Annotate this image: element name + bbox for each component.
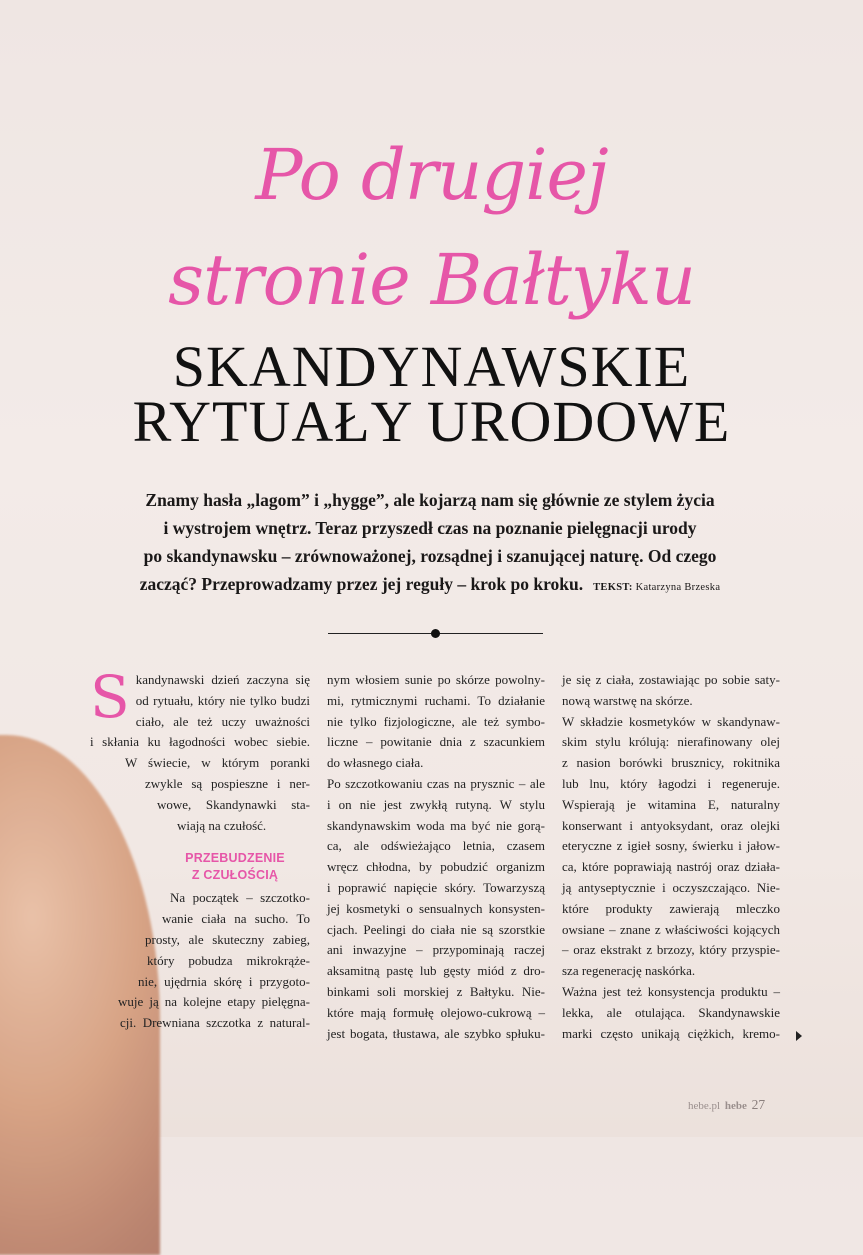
subhead-line-2: Z CZUŁOŚCIĄ: [191, 868, 279, 883]
text-line: prosty, ale skuteczny zabieg,: [145, 931, 310, 947]
text-line: nie, ujędrnia skórę i przygoto-: [138, 973, 310, 989]
text-line: które produkty zawierają mleczko: [562, 900, 780, 916]
text-line: skim stylu królują: nierafinowany olej: [562, 734, 780, 750]
text-line: do własnego ciała.: [327, 755, 424, 771]
text-line: owsiane – znane z właściwości kojących: [562, 921, 780, 937]
text-line: aksamitną pastę lub gęsty miód z dro-: [327, 963, 545, 979]
article-column-2: [327, 670, 545, 1044]
text-line: konserwant i antyoksydant, oraz olejki: [562, 817, 780, 833]
text-line: jej kosmetyki o sensualnych konsysten-: [327, 900, 545, 916]
lead-paragraph: [90, 486, 770, 602]
lead-line: [90, 570, 770, 602]
article-column-1: [90, 663, 310, 1034]
text-line: Ważna jest też konsystencja produktu –: [562, 983, 780, 999]
subhead: [160, 850, 310, 884]
text-line: jest bogata, tłustawa, ale szybko spłuku-: [327, 1025, 545, 1041]
title-script-line-1: Po drugiej: [255, 134, 608, 216]
author-name: Katarzyna Brzeska: [635, 582, 721, 593]
text-line: wowe, Skandynawki sta-: [157, 796, 310, 812]
lead-line: i wystrojem wnętrz. Teraz przyszedł czas na poznanie pielęgnacji urody: [163, 518, 697, 538]
text-line: wręcz chłodna, by pobudzić organizm: [327, 859, 545, 875]
brand-name: hebe: [724, 1100, 747, 1112]
drop-cap: S: [90, 663, 130, 731]
text-line: i poprawić napięcie skóry. Towarzyszą: [327, 879, 545, 895]
text-line: kandynawski dzień zaczyna się: [135, 672, 310, 687]
continue-arrow-icon: [796, 1031, 802, 1041]
text-line: W składzie kosmetyków w skandynaw-: [562, 713, 780, 729]
text-line: eteryczne z igieł sosny, świerku i jałow-: [562, 838, 780, 854]
divider-dot: [431, 629, 440, 638]
text-line: cji. Drewniana szczotka z natural-: [120, 1015, 310, 1031]
lead-line: Znamy hasła „lagom” i „hygge”, ale kojarzą nam się głównie ze stylem życia: [145, 490, 715, 510]
text-line: cjach. Peelingi do ciała nie są szorstkie: [327, 921, 545, 937]
text-line: je się z ciała, zostawiając po sobie saty-: [562, 672, 780, 687]
text-line: Wspierają je witamina E, naturalny: [562, 796, 780, 812]
text-line: nową warstwę na skórze.: [562, 692, 693, 708]
text-line: skandynawskim woda ma być nie gorą-: [327, 817, 545, 833]
page-number: 27: [751, 1097, 766, 1112]
text-line: z nasion borówki brusznicy, rokitnika: [562, 755, 780, 771]
author-label: TEKST:: [593, 582, 633, 593]
page-footer: [688, 1097, 765, 1113]
article-column-3: [562, 670, 780, 1044]
text-line: nie tylko fizjologiczne, ale też symbo-: [327, 713, 545, 729]
text-line: ją antyseptycznie i oczyszczająco. Nie-: [562, 879, 780, 895]
text-line: ciało, ale też uczy uważności: [135, 713, 310, 729]
text-line: które mają formułę olejowo-cukrową –: [327, 1004, 545, 1020]
text-line: sza regenerację naskórka.: [562, 963, 696, 979]
text-line: binkami soli morskiej z Bałtyku. Nie-: [327, 983, 545, 999]
text-line: Na początek – szczotko-: [170, 890, 310, 906]
text-line: wiają na czułość.: [177, 817, 267, 833]
text-line: Po szczotkowaniu czas na prysznic – ale: [327, 775, 545, 791]
text-line: lub lnu, który łagodzi i regeneruje.: [562, 775, 780, 791]
lead-line: po skandynawsku – zrównoważonej, rozsądnej i szanującej naturę. Od czego: [143, 546, 717, 566]
text-line: lekka, ale otulająca. Skandynawskie: [562, 1004, 780, 1020]
title-caps-line-2: RYTUAŁY URODOWE: [132, 389, 731, 454]
subhead-line-1: PRZEBUDZENIE: [185, 851, 285, 866]
text-line: W świecie, w którym poranki: [125, 755, 310, 771]
lead-line-text: zacząć? Przeprowadzamy przez jej reguły – krok po kroku.: [139, 574, 584, 594]
text-line: – oraz ekstrakt z brzozy, który przyspie-: [562, 942, 780, 958]
title-caps-line-1: SKANDYNAWSKIE: [172, 334, 691, 399]
site-url: hebe.pl: [688, 1100, 721, 1112]
title-script-line-2: stronie Bałtyku: [168, 239, 695, 321]
text-line: marki często unikają ciężkich, kremo-: [562, 1025, 780, 1041]
text-line: ca, które poprawiają nastrój oraz działa-: [562, 859, 780, 875]
text-line: ca, ale odświeżająco letnia, czasem: [327, 838, 545, 854]
text-line: ani inwazyjne – przypominają raczej: [327, 942, 545, 958]
text-line: liczne – powitanie dnia z szacunkiem: [327, 734, 545, 750]
text-line: i skłania ku łagodności wobec siebie.: [90, 734, 310, 750]
text-line: i on nie jest zwykłą rutyną. W stylu: [327, 796, 545, 812]
text-line: mi, rytmicznymi ruchami. To działanie: [327, 692, 545, 708]
text-line: wuje ją na kolejne etapy pielęgna-: [118, 994, 310, 1010]
text-line: zwykle są pospieszne i ner-: [145, 775, 310, 791]
text-line: nym włosiem sunie po skórze powolny-: [327, 672, 545, 687]
author-credit: [593, 582, 720, 593]
text-line: wanie ciała na sucho. To: [162, 911, 310, 927]
text-line: od rytuału, który nie tylko budzi: [135, 692, 310, 708]
text-line: który pobudza mikrokrąże-: [147, 952, 310, 968]
